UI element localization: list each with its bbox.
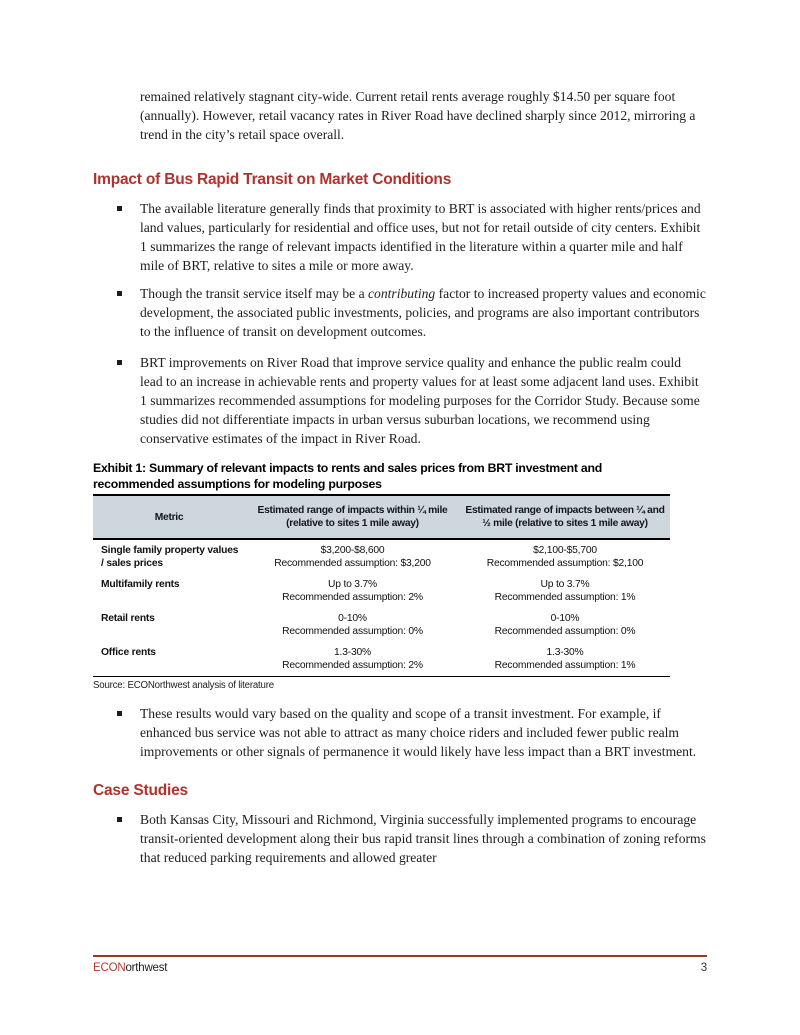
metric-cell: Retail rents	[101, 613, 155, 624]
bullet-text-italic: contributing	[368, 286, 436, 301]
value-cell	[460, 642, 670, 677]
exhibit-table	[93, 494, 670, 677]
bullet-item	[117, 199, 707, 275]
assumption-value: Recommended assumption: 2%	[282, 592, 423, 603]
range-value: Up to 3.7%	[328, 579, 377, 590]
table-row	[93, 608, 670, 642]
bullet-text-pre: Though the transit service itself may be a	[140, 286, 369, 301]
bullet-text: Both Kansas City, Missouri and Richmond, Virginia successfully implemented programs to encourage transit-oriented development along their bus rapid transit lines through a combination of zoning reforms that reduced parking requirements and allowed greater	[140, 812, 706, 865]
bullet-text: These results would vary based on the quality and scope of a transit investment. For example, if enhanced bus service was not able to attract as many choice riders and included fewer public realm improvements or other signals of permanence it would likely have less impact than a BRT investment.	[140, 706, 697, 759]
footer-brand-econ: ECON	[93, 962, 126, 974]
range-value: 0-10%	[550, 613, 580, 624]
assumption-value: Recommended assumption: 0%	[494, 626, 636, 637]
bullet-item	[117, 284, 707, 341]
bullet-marker-col	[117, 199, 140, 275]
table-row	[93, 642, 670, 677]
value-cell	[245, 642, 460, 677]
bullet-text: BRT improvements on River Road that improve service quality and enhance the public realm could lead to an increase in achievable rents and property values for at least some adjacent land uses. Exhibit 1 summarizes recommended assumptions for modeling purposes for the Corridor Study. Because some studies did not differentiate impacts in urban versus suburban locations, we recommend using conservative estimates of the impact in River Road.	[140, 355, 700, 446]
bullet-item	[117, 810, 707, 867]
value-cell	[245, 608, 460, 642]
footer-brand	[93, 962, 167, 974]
range-value: $2,100-$5,700	[533, 545, 597, 556]
table-header-half-mile: Estimated range of impacts between ¼ and ½ mile (relative to sites 1 mile away)	[460, 495, 670, 539]
section-heading-impact: Impact of Bus Rapid Transit on Market Conditions	[93, 171, 452, 188]
exhibit-title: Exhibit 1: Summary of relevant impacts to rents and sales prices from BRT investment and recommended assumptions for modeling purposes	[93, 461, 602, 491]
table-row	[93, 539, 670, 574]
assumption-value: Recommended assumption: 1%	[494, 660, 636, 671]
table-header-row	[93, 495, 670, 539]
bullet-item	[117, 353, 707, 448]
range-value: Up to 3.7%	[540, 579, 590, 590]
assumption-value: Recommended assumption: 2%	[282, 660, 423, 671]
bullet-marker-col	[117, 810, 140, 867]
range-value: $3,200-$8,600	[320, 545, 385, 556]
value-cell	[460, 574, 670, 608]
value-cell	[460, 608, 670, 642]
assumption-value: Recommended assumption: 0%	[282, 626, 423, 637]
assumption-value: Recommended assumption: $2,100	[486, 558, 644, 569]
bullet-text	[140, 284, 707, 341]
source-note: Source: ECONorthwest analysis of literature	[93, 680, 274, 691]
bullet-marker-col	[117, 704, 140, 761]
table-header-quarter-mile: Estimated range of impacts within ¼ mile (relative to sites 1 mile away)	[245, 495, 460, 539]
bullet-square-icon	[117, 711, 122, 716]
page-footer	[93, 955, 707, 974]
bullet-square-icon	[117, 360, 122, 365]
page-number: 3	[700, 962, 707, 974]
range-value: 1.3-30%	[546, 647, 584, 658]
metric-cell: Multifamily rents	[101, 579, 180, 590]
range-value: 0-10%	[338, 613, 367, 624]
metric-cell: Office rents	[101, 647, 156, 658]
bullet-square-icon	[117, 206, 122, 211]
assumption-value: Recommended assumption: $3,200	[274, 558, 431, 569]
footer-brand-rest: orthwest	[125, 962, 168, 974]
bullet-marker-col	[117, 284, 140, 341]
section-heading-case-studies: Case Studies	[93, 782, 188, 799]
bullet-item	[117, 704, 707, 761]
intro-paragraph: remained relatively stagnant city-wide. Current retail rents average roughly $14.50 per square foot (annually). However, retail vacancy rates in River Road have declined sharply since 2012, mirroring a trend in the city’s retail space overall.	[140, 89, 696, 142]
bullet-text: The available literature generally finds that proximity to BRT is associated with higher rents/prices and land values, particularly for residential and office uses, but not for retail outside of city centers. Exhibit 1 summarizes the range of relevant impacts identified in the literature within a quarter mile and half mile of BRT, relative to sites a mile or more away.	[140, 201, 701, 273]
range-value: 1.3-30%	[334, 647, 371, 658]
bullet-square-icon	[117, 817, 122, 822]
bullet-square-icon	[117, 291, 122, 296]
table-row	[93, 574, 670, 608]
value-cell	[245, 539, 460, 574]
value-cell	[460, 539, 670, 574]
bullet-marker-col	[117, 353, 140, 448]
document-page	[93, 87, 707, 867]
bullet-text-post: factor to increased property values and economic development, the associated public investments, policies, and programs are also important contributors to the influence of transit on development outcomes.	[140, 286, 706, 339]
table-header-metric: Metric	[93, 495, 245, 539]
metric-cell: Single family property values / sales prices	[101, 545, 239, 569]
assumption-value: Recommended assumption: 1%	[494, 592, 636, 603]
value-cell	[245, 574, 460, 608]
